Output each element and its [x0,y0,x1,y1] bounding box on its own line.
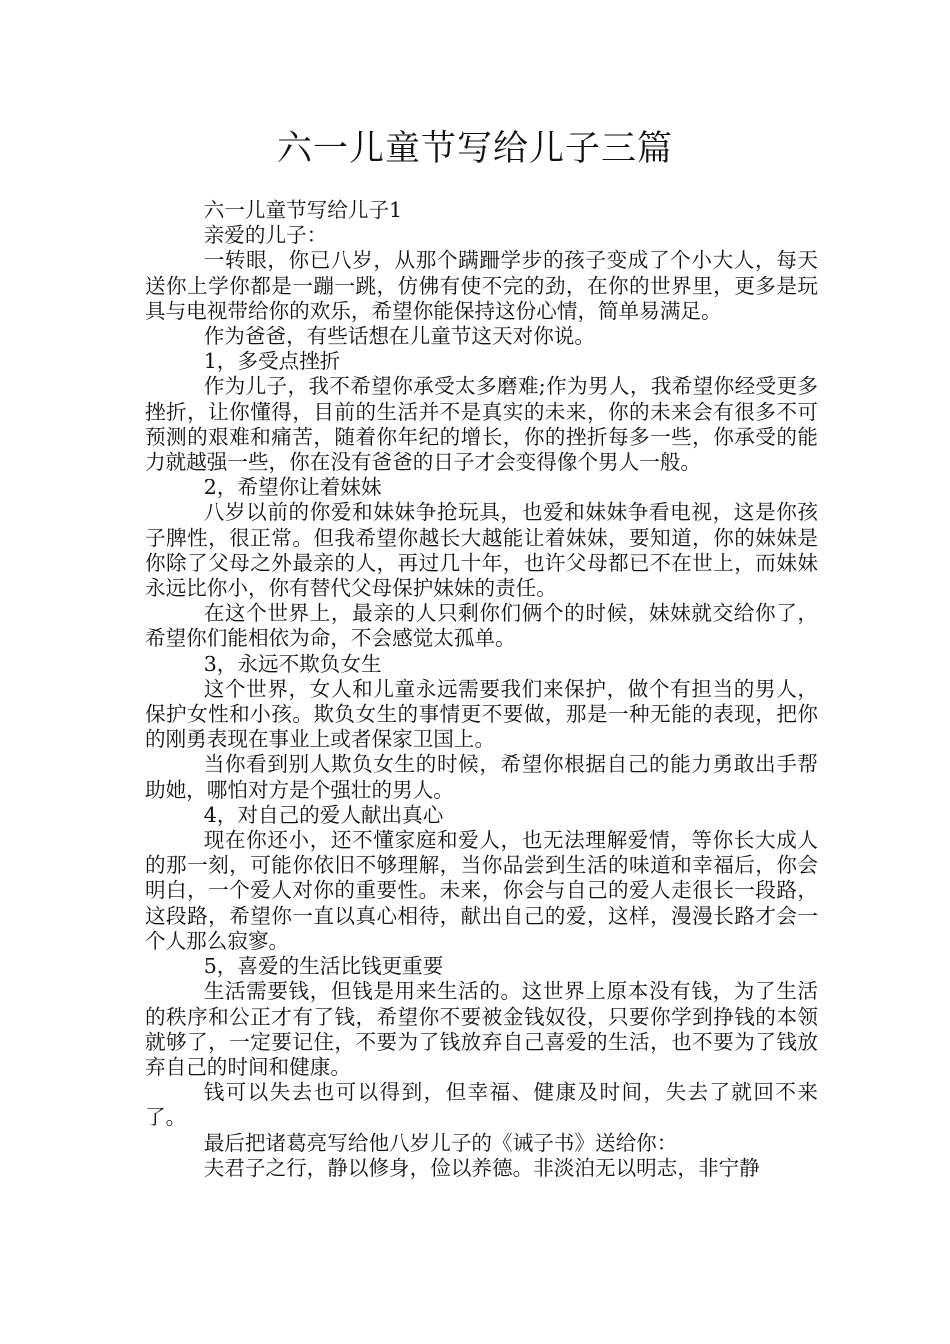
paragraph: 这个世界，女人和儿童永远需要我们来保护，做个有担当的男人，保护女性和小孩。欺负女生的事情更不要做，那是一种无能的表现，把你的刚勇表现在事业上或者保家卫国上。 [145,676,818,752]
paragraph: 六一儿童节写给儿子1 [203,198,403,222]
section-heading: 5，喜爱的生活比钱更重要 [203,954,444,979]
paragraph: 作为爸爸，有些话想在儿童节这天对你说。 [203,324,595,349]
paragraph: 夫君子之行，静以修身，俭以养德。非淡泊无以明志，非宁静 [203,1155,760,1180]
paragraph: 钱可以失去也可以得到，但幸福、健康及时间，失去了就回不来了。 [145,1080,818,1130]
section-heading: 1，多受点挫折 [203,349,341,374]
paragraph: 当你看到别人欺负女生的时候，希望你根据自己的能力勇敢出手帮助她，哪怕对方是个强壮的男人。 [145,752,818,802]
paragraph: 现在你还小，还不懂家庭和爱人，也无法理解爱情，等你长大成人的那一刻，可能你依旧不够理解，当你品尝到生活的味道和幸福后，你会明白，一个爱人对你的重要性。未来，你会与自己的爱人走很长一段路，这段路，希望你一直以真心相待，献出自己的爱，这样，漫漫长路才会一个人那么寂寥。 [145,828,818,953]
paragraph: 作为儿子，我不希望你承受太多磨难;作为男人，我希望你经受更多挫折，让你懂得，目前的生活并不是真实的未来，你的未来会有很多不可预测的艰难和痛苦，随着你年纪的增长，你的挫折每多一些，你承受的能力就越强一些，你在没有爸爸的日子才会变得像个男人一般。 [145,374,818,475]
paragraph: 亲爱的儿子： [203,223,328,248]
paragraph: 八岁以前的你爱和妹妹争抢玩具，也爱和妹妹争看电视，这是你孩子脾性，很正常。但我希望你越长大越能让着妹妹，要知道，你的妹妹是你除了父母之外最亲的人，再过几十年，也许父母都已不在世上，而妹妹永远比你小，你有替代父母保护妹妹的责任。 [145,500,818,601]
section-heading: 2，希望你让着妹妹 [203,475,382,500]
paragraph: 生活需要钱，但钱是用来生活的。这世界上原本没有钱，为了生活的秩序和公正才有了钱，希望你不要被金钱奴役，只要你学到挣钱的本领就够了，一定要记住，不要为了钱放弃自己喜爱的生活，也不要为了钱放弃自己的时间和健康。 [145,979,818,1079]
document-title: 六一儿童节写给儿子三篇 [276,129,673,169]
paragraph: 最后把诸葛亮写给他八岁儿子的《诫子书》送给你： [203,1130,678,1155]
paragraph: 一转眼，你已八岁，从那个蹒跚学步的孩子变成了个小大人，每天送你上学你都是一蹦一跳，仿佛有使不完的劲，在你的世界里，更多是玩具与电视带给你的欢乐，希望你能保持这份心情，简单易满足。 [145,248,818,323]
paragraph: 在这个世界上，最亲的人只剩你们俩个的时候，妹妹就交给你了，希望你们能相依为命，不会感觉太孤单。 [145,601,818,651]
document-body [145,198,818,1181]
section-heading: 4，对自己的爱人献出真心 [203,802,444,827]
section-heading: 3，永远不欺负女生 [203,651,382,676]
